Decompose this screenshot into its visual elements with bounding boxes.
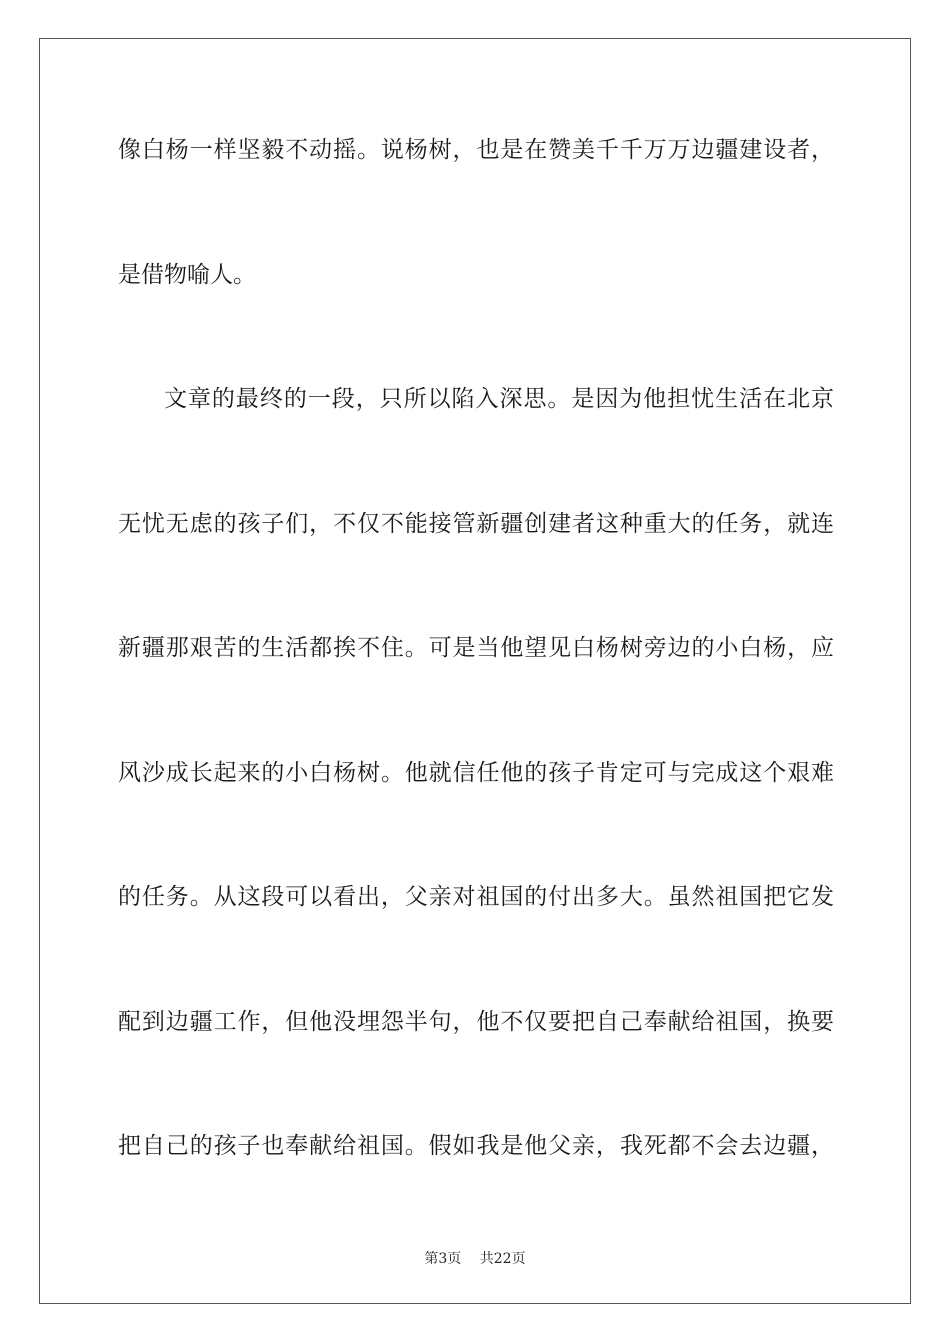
- text-line: 的任务。从这段可以看出，父亲对祖国的付出多大。虽然祖国把它发: [118, 884, 834, 910]
- page-footer: [0, 1248, 950, 1268]
- text-line: 无忧无虑的孩子们，不仅不能接管新疆创建者这种重大的任务，就连: [118, 510, 834, 537]
- text-line: 配到边疆工作，但他没埋怨半句，他不仅要把自己奉献给祖国，换要: [118, 1008, 834, 1035]
- page-number: 第3页: [424, 1251, 462, 1267]
- text-line: 把自己的孩子也奉献给祖国。假如我是他父亲，我死都不会去边疆，: [118, 1133, 834, 1159]
- text-line: 是借物喻人。: [118, 261, 256, 288]
- text-line: 像白杨一样坚毅不动摇。说杨树，也是在赞美千千万万边疆建设者，: [118, 137, 834, 163]
- text-line: 风沙成长起来的小白杨树。他就信任他的孩子肯定可与完成这个艰难: [118, 759, 834, 786]
- total-pages: 共22页: [479, 1251, 526, 1267]
- body-text: [118, 126, 834, 1247]
- text-line: 新疆那艰苦的生活都挨不住。可是当他望见白杨树旁边的小白杨，应: [118, 635, 834, 661]
- paragraph-start-line: 文章的最终的一段，只所以陷入深思。是因为他担忧生活在北京: [164, 386, 834, 412]
